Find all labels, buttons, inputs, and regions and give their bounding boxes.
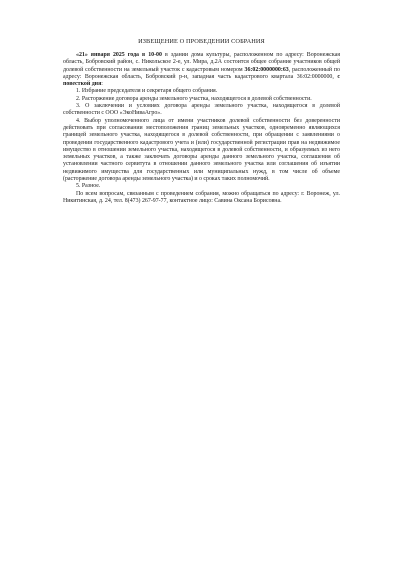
- intro-text-2: , расположенный по адресу: Воронежская область, Бобровский р-н, западная часть кадастрового квартала 36:02:0000000,: [63, 66, 340, 80]
- intro-text-3: :: [101, 81, 103, 88]
- meeting-date-time: «21» января 2025 года в 10-00: [76, 52, 162, 58]
- agenda-item-4: 4. Выбор уполномоченного лица от имени участников долевой собственности без доверенности действовать при согласовании местоположения границ земельных участков, одновременно являющихся границей земельного участка, находящегося в долевой собственности, при обращении с заявлениями о проведении государственного кадастрового учета и (или) государственной регистрации прав на недвижимое имущество в отношении земельного участка, находящегося в долевой собственности, и образуемых из него земельных участков, а также заключать договоры аренды данного земельного участка, соглашения об установлении частного сервитута в отношении данного земельного участка или соглашения об изъятии недвижимого имущества для государственных или муниципальных нужд, в том числе об объеме (расторжение договора аренды земельного участка) и о сроках таких полномочий.: [63, 117, 340, 183]
- agenda-item-3: 3. О заключении и условиях договора аренды земельного участка, находящегося в долевой собственности с ООО «ЭкоНиваАгро».: [63, 103, 340, 117]
- intro-paragraph: [63, 52, 340, 88]
- notice-title: ИЗВЕЩЕНИЕ О ПРОВЕДЕНИИ СОБРАНИЯ: [138, 38, 265, 45]
- agenda-item-5: 5. Разное.: [76, 183, 101, 190]
- notice-body: [63, 38, 340, 205]
- cadastral-number: 36:02:0000000:63: [244, 66, 289, 73]
- agenda-item-1: 1. Избрание председателя и секретаря общего собрания.: [76, 88, 218, 95]
- agenda-label: с повесткой дня: [63, 73, 340, 88]
- intro-text-1: в здании дома культуры, расположенном по адресу: Воронежская область, Бобровский район, с. Никольское 2-е, ул. Мира, д.2А состоится общее собрание участников общей долевой собственности на земельный участок с кадастровым номером: [63, 52, 340, 73]
- contacts-paragraph: По всем вопросам, связанным с проведением собрания, можно обращаться по адресу: г. Воронеж, ул. Никитинская, д. 24, тел. 8(473) 267-97-77, контактное лицо: Савина Оксана Борисовна.: [63, 190, 340, 204]
- agenda-item-2: 2. Расторжение договора аренды земельного участка, находящегося в долевой собственности.: [76, 95, 312, 102]
